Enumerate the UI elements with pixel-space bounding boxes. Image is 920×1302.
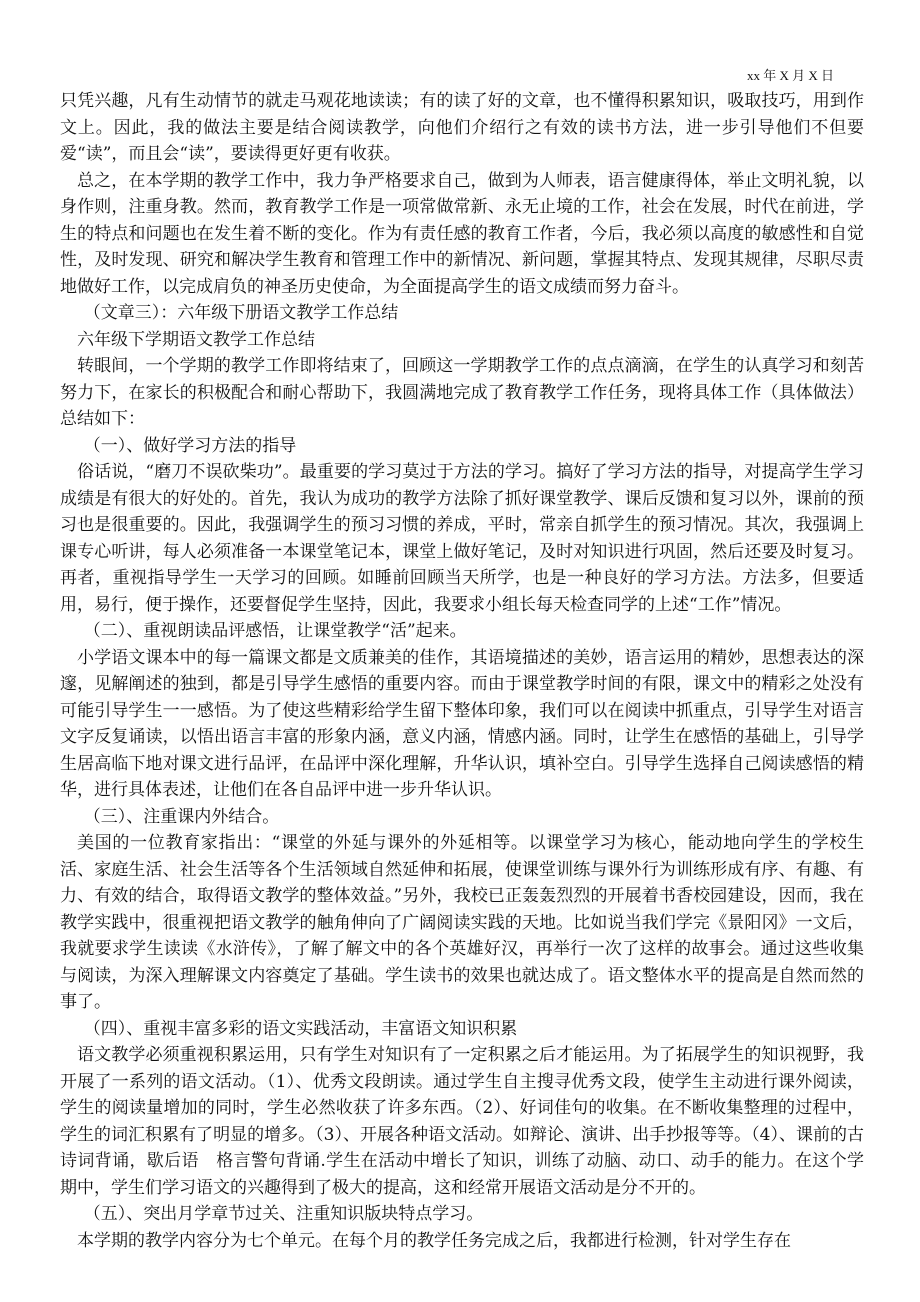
paragraph-section-2: 小学语文课本中的每一篇课文都是文质兼美的佳作，其语境描述的美妙，语言运用的精妙，思想表达的深邃，见解阐述的独到，都是引导学生感悟的重要内容。而由于课堂教学时间的有限，课文中的精彩之处没有可能引导学生一一感悟。为了使这些精彩给学生留下整体印象，我们可以在阅读中抓重点，引导学生对语言文字反复诵读，以悟出语言丰富的形象内涵，意义内涵，情感内涵。同时，让学生在感悟的基础上，引导学生居高临下地对课文进行品评，在品评中深化理解，升华认识，填补空白。引导学生选择自己阅读感悟的精华，进行具体表述，让他们在各自品评中进一步升华认识。 xyxy=(60,647,864,800)
paragraph-section-5: 本学期的教学内容分为七个单元。在每个月的教学任务完成之后，我都进行检测，针对学生存在 xyxy=(77,1230,791,1251)
paragraph-section-1: 俗话说，“磨刀不误砍柴功”。最重要的学习莫过于方法的学习。搞好了学习方法的指导，对提高学生学习成绩是有很大的好处的。首先，我认为成功的教学方法除了抓好课堂教学、课后反馈和复习以外，课前的预习也是很重要的。因此，我强调学生的预习习惯的养成，平时，常亲自抓学生的预习情况。其次，我强调上课专心听讲，每人必须准备一本课堂笔记本，课堂上做好笔记，及时对知识进行巩固，然后还要及时复习。再者，重视指导学生一天学习的回顾。如睡前回顾当天所学，也是一种良好的学习方法。方法多，但要适用，易行，便于操作，还要督促学生坚持，因此，我要求小组长每天检查同学的上述“工作”情况。 xyxy=(60,462,864,615)
paragraph-reading-habits: 只凭兴趣，凡有生动情节的就走马观花地读读；有的读了好的文章，也不懂得积累知识，吸取技巧，用到作文上。因此，我的做法主要是结合阅读教学，向他们介绍行之有效的读书方法，进一步引导他们不但要爱“读”，而且会“读”，要读得更好更有收获。 xyxy=(60,91,864,164)
section-heading-2: （二）、重视朗读品评感悟，让课堂教学“活”起来。 xyxy=(83,621,467,641)
section-heading-1: （一）、做好学习方法的指导 xyxy=(83,435,297,456)
document-date: xx 年 X 月 X 日 xyxy=(746,68,834,83)
article-three-heading: （文章三）：六年级下册语文教学工作总结 xyxy=(83,303,399,323)
document-subtitle: 六年级下学期语文教学工作总结 xyxy=(77,329,315,350)
paragraph-summary: 总之，在本学期的教学工作中，我力争严格要求自己，做到为人师表，语言健康得体，举止文明礼貌，以身作则，注重身教。然而，教育教学工作是一项常做常新、永无止境的工作，社会在发展，时代在前进，学生的特点和问题也在发生着不断的变化。作为有责任感的教育工作者，今后，我必须以高度的敏感性和自觉性，及时发现、研究和解决学生教育和管理工作中的新情况、新问题，掌握其特点、发现其规律，尽职尽责地做好工作，以完成肩负的神圣历史使命，为全面提高学生的语文成绩而努力奋斗。 xyxy=(60,170,864,297)
document-body xyxy=(60,88,864,1254)
section-heading-5: （五）、突出月学章节过关、注重知识版块特点学习。 xyxy=(83,1204,484,1224)
paragraph-intro: 转眼间，一个学期的教学工作即将结束了，回顾这一学期教学工作的点点滴滴，在学生的认真学习和刻苦努力下，在家长的积极配合和耐心帮助下，我圆满地完成了教育教学工作任务，现将具体工作（具体做法）总结如下： xyxy=(60,356,864,429)
section-heading-4: （四）、重视丰富多彩的语文实践活动，丰富语文知识积累 xyxy=(83,1018,518,1039)
paragraph-section-3: 美国的一位教育家指出：“课堂的外延与课外的外延相等。以课堂学习为核心，能动地向学生的学校生活、家庭生活、社会生活等各个生活领域自然延伸和拓展，使课堂训练与课外行为训练形成有序、有趣、有力、有效的结合，取得语文教学的整体效益。”另外，我校已正轰轰烈烈的开展着书香校园建设，因而，我在教学实践中，很重视把语文教学的触角伸向了广阔阅读实践的天地。比如说当我们学完《景阳冈》一文后，我就要求学生读读《水浒传》，了解了解文中的各个英雄好汉，再举行一次了这样的故事会。通过这些收集与阅读，为深入理解课文内容奠定了基础。学生读书的效果也就达成了。语文整体水平的提高是自然而然的事了。 xyxy=(60,833,864,1012)
paragraph-section-4: 语文教学必须重视积累运用，只有学生对知识有了一定积累之后才能运用。为了拓展学生的知识视野，我开展了一系列的语文活动。（1）、优秀文段朗读。通过学生自主搜寻优秀文段，使学生主动进行课外阅读，学生的阅读量增加的同时，学生必然收获了许多东西。（2）、好词佳句的收集。在不断收集整理的过程中，学生的词汇积累有了明显的增多。（3）、开展各种语文活动。如辩论、演讲、出手抄报等等。（4）、课前的古诗词背诵，歇后语 格言警句背诵.学生在活动中增长了知识，训练了动脑、动口、动手的能力。在这个学期中，学生们学习语文的兴趣得到了极大的提高，这和经常开展语文活动是分不开的。 xyxy=(60,1045,864,1198)
section-heading-3: （三）、注重课内外结合。 xyxy=(83,806,280,827)
